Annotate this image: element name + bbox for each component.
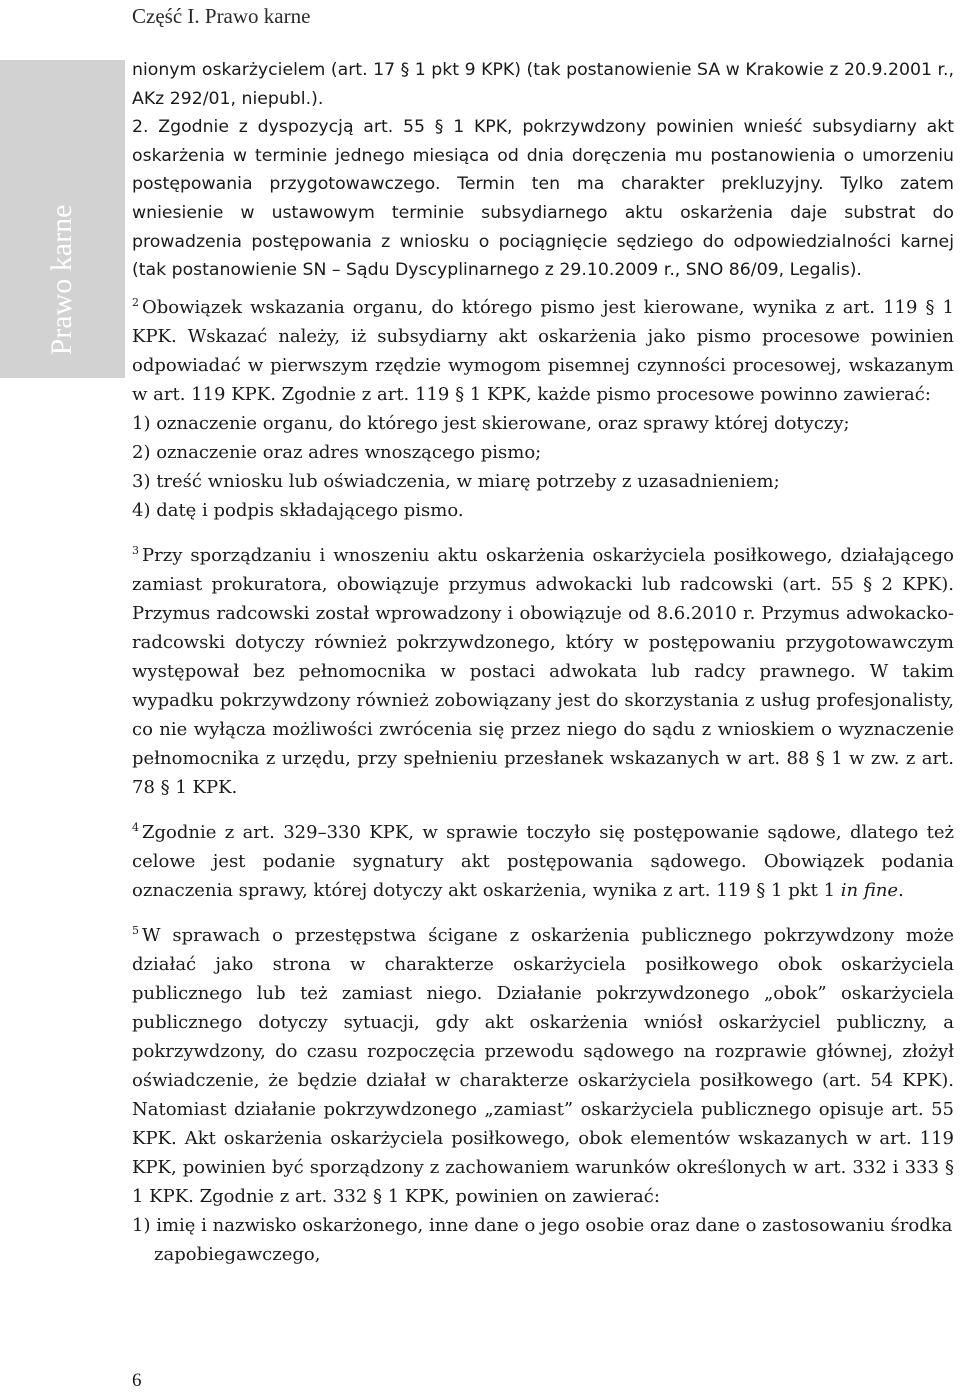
list-item: 1) oznaczenie organu, do którego jest skierowane, oraz sprawy której dotyczy; (132, 412, 850, 434)
indictment-elements-list (132, 1211, 954, 1269)
footnote-3 (132, 541, 954, 802)
section-side-tab (0, 60, 125, 378)
footnotes-body (132, 56, 954, 1269)
list-item: 3) treść wniosku lub oświadczenia, w miarę potrzeby z uzasadnieniem; (132, 470, 780, 492)
running-header: Część I. Prawo karne (132, 4, 311, 28)
list-item: 1) imię i nazwisko oskarżonego, inne dane o jego osobie oraz dane o zastosowaniu środka zapobiegawczego, (132, 1214, 953, 1265)
required-elements-list (132, 409, 954, 525)
footnote-text: Przy sporządzaniu i wnoszeniu aktu oskarżenia oskarżyciela posiłkowego, działającego zamiast prokuratora, obowiązuje przymus adwokacki lub radcowski (art. 55 § 2 KPK). Przymus radcowski został wprowadzony i obowiązuje od 8.6.2010 r. Przymus adwokacko-radcowski dotyczy również pokrzywdzonego, który w postępowaniu przygotowawczym występował bez pełnomocnika w postaci adwokata lub radcy prawnego. W takim wypadku pokrzywdzony również zobowiązany jest do skorzystania z usług profesjonalisty, co nie wyłącza możliwości zwrócenia się przez niego do sądu z wnioskiem o wyznaczenie pełnomocnika z urzędu, przy spełnieniu przesłanek wskazanych w art. 88 § 1 w zw. z art. 78 § 1 KPK. (132, 544, 954, 798)
footnote-number: 4 (132, 820, 139, 834)
list-item: 4) datę i podpis składającego pismo. (132, 499, 464, 521)
footnote-4 (132, 818, 954, 905)
footnote-text: Zgodnie z art. 329–330 KPK, w sprawie toczyło się postępowanie sądowe, dlatego też celowe jest podanie sygnatury akt postępowania sądowego. Obowiązek podania oznaczenia sprawy, której dotyczy akt oskarżenia, wynika z art. 119 § 1 pkt 1 (132, 821, 954, 901)
footnote-1-continuation: nionym oskarżycielem (art. 17 § 1 pkt 9 KPK) (tak postanowienie SA w Krakowie z 20.9.2001 r., AKz 292/01, niepubl.). (132, 60, 954, 109)
footnote-5 (132, 921, 954, 1269)
footnote-text: Obowiązek wskazania organu, do którego pismo jest kierowane, wynika z art. 119 § 1 KPK. Wskazać należy, iż subsydiarny akt oskarżenia jako pismo procesowe powinien odpowiadać w pierwszym rzędzie wymogom pisemnej czynności procesowej, wskazanym w art. 119 KPK. Zgodnie z art. 119 § 1 KPK, każde pismo procesowe powinno zawierać: (132, 296, 954, 405)
footnote-2 (132, 293, 954, 525)
footnote-number: 5 (132, 923, 139, 937)
footnote-text: W sprawach o przestępstwa ścigane z oskarżenia publicznego pokrzywdzony może działać jako strona w charakterze oskarżyciela posiłkowego obok oskarżyciela publicznego lub też zamiast niego. Działanie pokrzywdzonego „obok” oskarżyciela publicznego dotyczy sytuacji, gdy akt oskarżenia wniósł oskarżyciel publiczny, a pokrzywdzony, do czasu rozpoczęcia przewodu sądowego na rozprawie głównej, złożył oświadczenie, że będzie działał w charakterze oskarżyciela posiłkowego (art. 54 KPK). Natomiast działanie pokrzywdzonego „zamiast” oskarżyciela publicznego opisuje art. 55 KPK. Akt oskarżenia oskarżyciela posiłkowego, obok elementów wskazanych w art. 119 KPK, powinien być sporządzony z zachowaniem warunków określonych w art. 332 i 333 § 1 KPK. Zgodnie z art. 332 § 1 KPK, powinien on zawierać: (132, 924, 954, 1207)
side-tab-label: Prawo karne (45, 204, 78, 356)
list-item: 2) oznaczenie oraz adres wnoszącego pismo; (132, 441, 542, 463)
footnote-1-point-2: 2. Zgodnie z dyspozycją art. 55 § 1 KPK, pokrzywdzony powinien wnieść subsydiarny akt oskarżenia w terminie jednego miesiąca od dnia doręczenia mu postanowienia o umorzeniu postępowania przygotowawczego. Termin ten ma charakter prekluzyjny. Tylko zatem wniesienie w ustawowym terminie subsydiarnego aktu oskarżenia daje substrat do prowadzenia postępowania z wniosku o pociągnięcie sędziego do odpowiedzialności karnej (tak postanowienie SN – Sądu Dyscyplinarnego z 29.10.2009 r., SNO 86/09, Legalis). (132, 117, 954, 281)
footnote-end: . (898, 879, 904, 901)
latin-phrase: in fine (840, 879, 899, 901)
footnote-number: 2 (132, 295, 139, 309)
footnote-number: 3 (132, 543, 139, 557)
page-number: 6 (132, 1370, 142, 1391)
